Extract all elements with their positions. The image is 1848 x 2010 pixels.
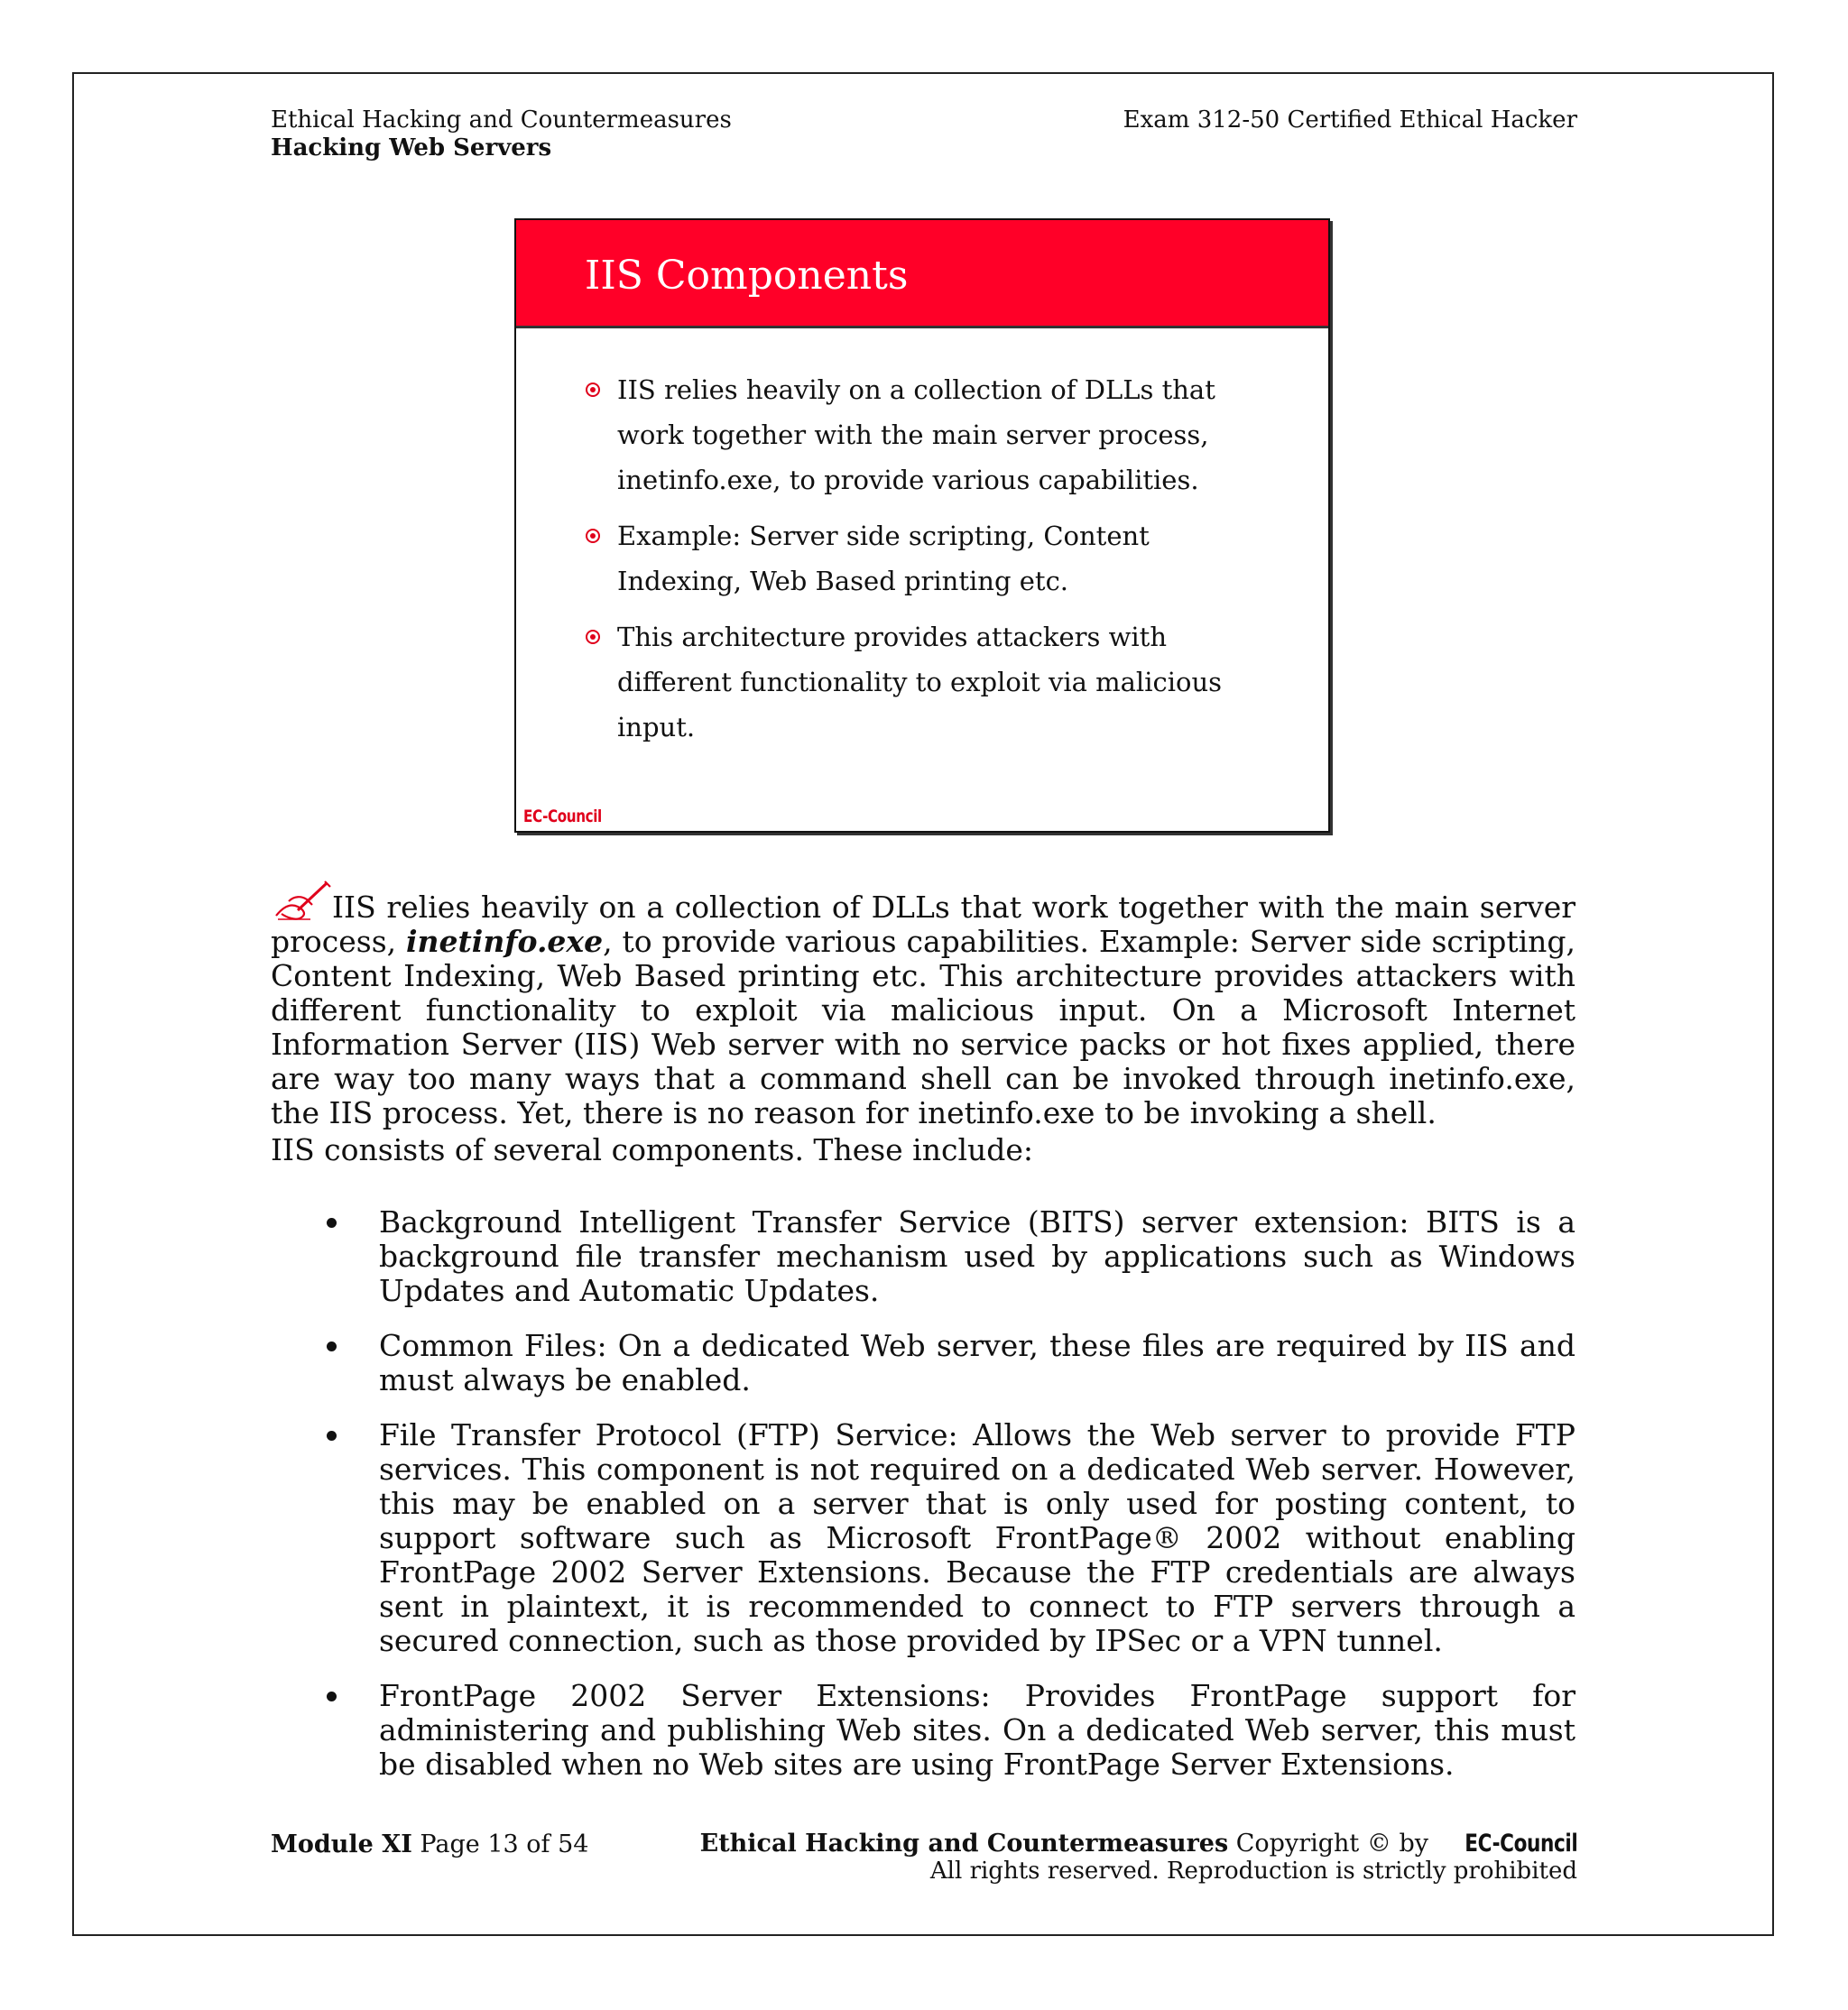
intro-emphasis: inetinfo.exe xyxy=(406,924,604,959)
ring-bullet-icon xyxy=(585,382,601,398)
footer-brand: EC-Council xyxy=(1464,1830,1577,1858)
slide-bullet xyxy=(585,367,1270,502)
ec-council-logo: EC-Council xyxy=(523,807,602,826)
intro-paragraph xyxy=(271,880,1575,1130)
list-item xyxy=(271,1418,1575,1658)
slide-title: IIS Components xyxy=(585,253,909,299)
ring-bullet-icon xyxy=(585,629,601,645)
slide-title-bar xyxy=(516,220,1328,328)
exam-title: Exam 312-50 Certified Ethical Hacker xyxy=(1123,106,1577,134)
copyright-text: Copyright © by xyxy=(1235,1830,1428,1858)
bullet-dot-icon xyxy=(327,1692,337,1701)
slide-image xyxy=(514,218,1330,833)
list-item xyxy=(271,1329,1575,1397)
footer-course-title: Ethical Hacking and Countermeasures xyxy=(699,1830,1229,1858)
intro-text-2: , to provide various capabilities. Example: Server side scripting, Content Indexing, Web Based printing etc. This architecture provides attackers with different functionality to exploit via malicious input. On a Microsoft Internet Information Server (IIS) Web server with no service packs or hot fixes applied, there are way too many ways that a command shell can be invoked through inetinfo.exe, the IIS process. Yet, there is no reason for inetinfo.exe to be invoking a shell. xyxy=(271,924,1575,1130)
components-intro: IIS consists of several components. These include: xyxy=(271,1132,1034,1167)
writing-hand-icon xyxy=(271,880,332,923)
ring-bullet-icon xyxy=(585,528,601,544)
slide-bullet xyxy=(585,614,1270,750)
intro-text-1: IIS relies heavily on a collection of DLLs that work together with the main server process, xyxy=(271,890,1575,959)
slide-bullet xyxy=(585,513,1270,604)
list-item xyxy=(271,1679,1575,1782)
module-label: Module XI xyxy=(271,1830,412,1858)
list-item-text: Background Intelligent Transfer Service (BITS) server extension: BITS is a background file transfer mechanism used by applications such as Windows Updates and Automatic Updates. xyxy=(379,1204,1575,1308)
slide-bullet-list xyxy=(585,367,1270,761)
list-item-text: FrontPage 2002 Server Extensions: Provides FrontPage support for administering and publishing Web sites. On a dedicated Web server, this must be disabled when no Web sites are using FrontPage Server Extensions. xyxy=(379,1678,1575,1782)
module-title: Hacking Web Servers xyxy=(271,134,552,161)
bullet-dot-icon xyxy=(327,1218,337,1228)
page-number: Page 13 of 54 xyxy=(420,1830,589,1858)
course-title: Ethical Hacking and Countermeasures xyxy=(271,106,732,134)
bullet-dot-icon xyxy=(327,1431,337,1441)
slide-bullet-text: IIS relies heavily on a collection of DLLs that work together with the main server process, inetinfo.exe, to provide various capabilities. xyxy=(617,374,1215,495)
list-item-text: Common Files: On a dedicated Web server, these files are required by IIS and must always be enabled. xyxy=(379,1328,1575,1397)
header-left xyxy=(271,106,732,162)
list-item xyxy=(271,1205,1575,1308)
footer-copyright xyxy=(700,1830,1577,1885)
slide-bullet-text: Example: Server side scripting, Content Indexing, Web Based printing etc. xyxy=(617,521,1150,596)
bullet-dot-icon xyxy=(327,1342,337,1351)
footer-page-info xyxy=(271,1830,588,1859)
component-list xyxy=(271,1205,1575,1803)
slide-bullet-text: This architecture provides attackers with different functionality to exploit via malicious input. xyxy=(617,622,1223,742)
list-item-text: File Transfer Protocol (FTP) Service: Allows the Web server to provide FTP services. This component is not required on a dedicated Web server. However, this may be enabled on a server that is only used for posting content, to support software such as Microsoft FrontPage® 2002 without enabling FrontPage 2002 Server Extensions. Because the FTP credentials are always sent in plaintext, it is recommended to connect to FTP servers through a secured connection, such as those provided by IPSec or a VPN tunnel. xyxy=(379,1417,1575,1658)
rights-text: All rights reserved. Reproduction is strictly prohibited xyxy=(929,1858,1577,1885)
